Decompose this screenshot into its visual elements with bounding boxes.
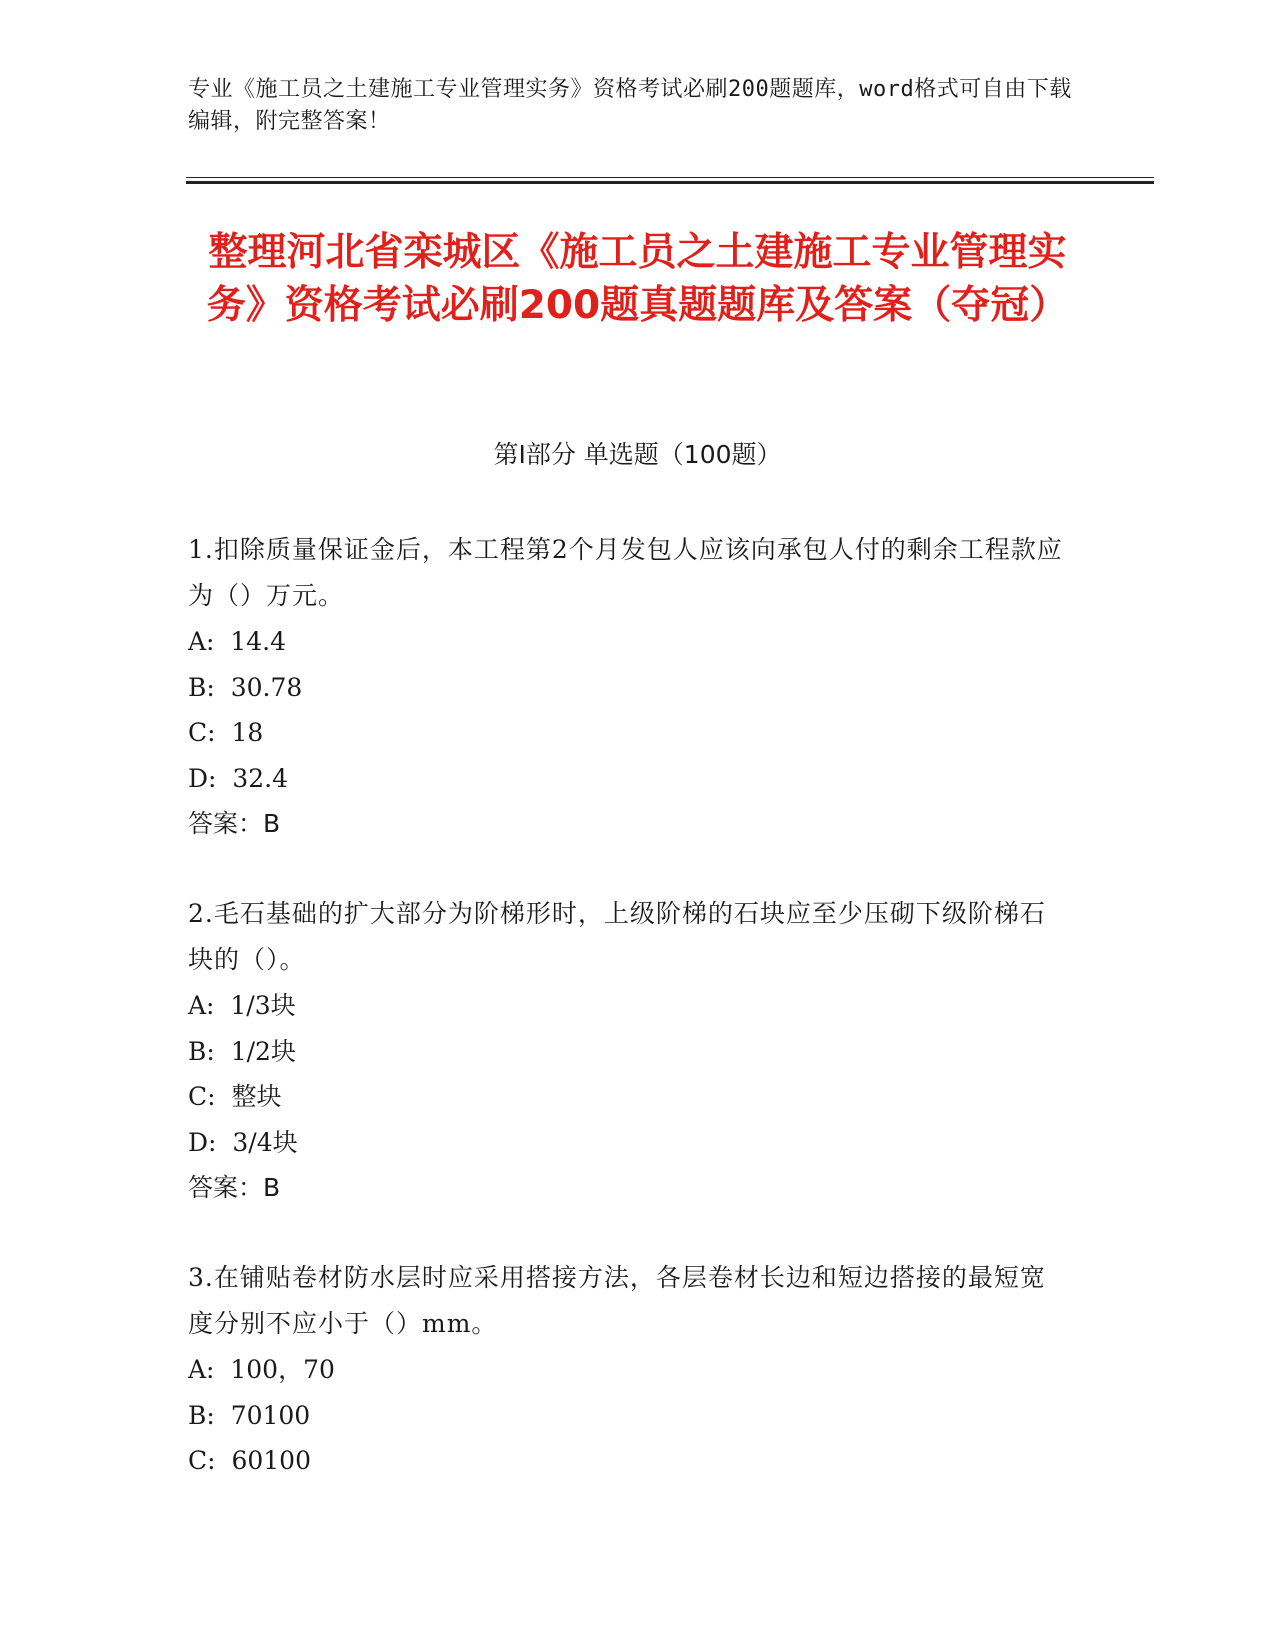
question-stem: 3.在铺贴卷材防水层时应采用搭接方法，各层卷材长边和短边搭接的最短宽度分别不应小于（）mm。 — [188, 1263, 1046, 1338]
section-title: 第Ⅰ部分 单选题（100题） — [493, 440, 782, 469]
answer: 答案：B — [188, 809, 281, 838]
option-b: B: 1/2块 — [188, 1036, 296, 1066]
question-2 — [188, 891, 1068, 1210]
option-d: D: 3/4块 — [188, 1127, 298, 1157]
option-c: C: 60100 — [188, 1446, 311, 1475]
header-divider-thin — [186, 177, 1154, 178]
option-d: D: 32.4 — [188, 763, 289, 793]
answer: 答案：B — [188, 1173, 281, 1202]
option-a: A: 14.4 — [188, 627, 287, 656]
document-title: 整理河北省栾城区《施工员之土建施工专业管理实务》资格考试必刷200题真题题库及答案（夺冠） — [206, 230, 1069, 328]
question-stem: 2.毛石基础的扩大部分为阶梯形时，上级阶梯的石块应至少压砌下级阶梯石块的（）。 — [188, 899, 1046, 974]
header-divider-thick — [186, 181, 1154, 184]
question-1 — [188, 527, 1068, 846]
option-a: A: 1/3块 — [188, 991, 296, 1020]
option-a: A: 100，70 — [188, 1355, 335, 1384]
question-3 — [188, 1255, 1068, 1484]
header-note: 专业《施工员之土建施工专业管理实务》资格考试必刷200题题库，word格式可自由下载编辑，附完整答案！ — [188, 77, 1072, 134]
question-list — [188, 527, 1068, 1529]
question-stem: 1.扣除质量保证金后，本工程第2个月发包人应该向承包人付的剩余工程款应为（）万元。 — [188, 535, 1063, 610]
option-c: C: 18 — [188, 718, 264, 747]
option-c: C: 整块 — [188, 1082, 282, 1111]
option-b: B: 30.78 — [188, 672, 303, 702]
option-b: B: 70100 — [188, 1400, 311, 1430]
